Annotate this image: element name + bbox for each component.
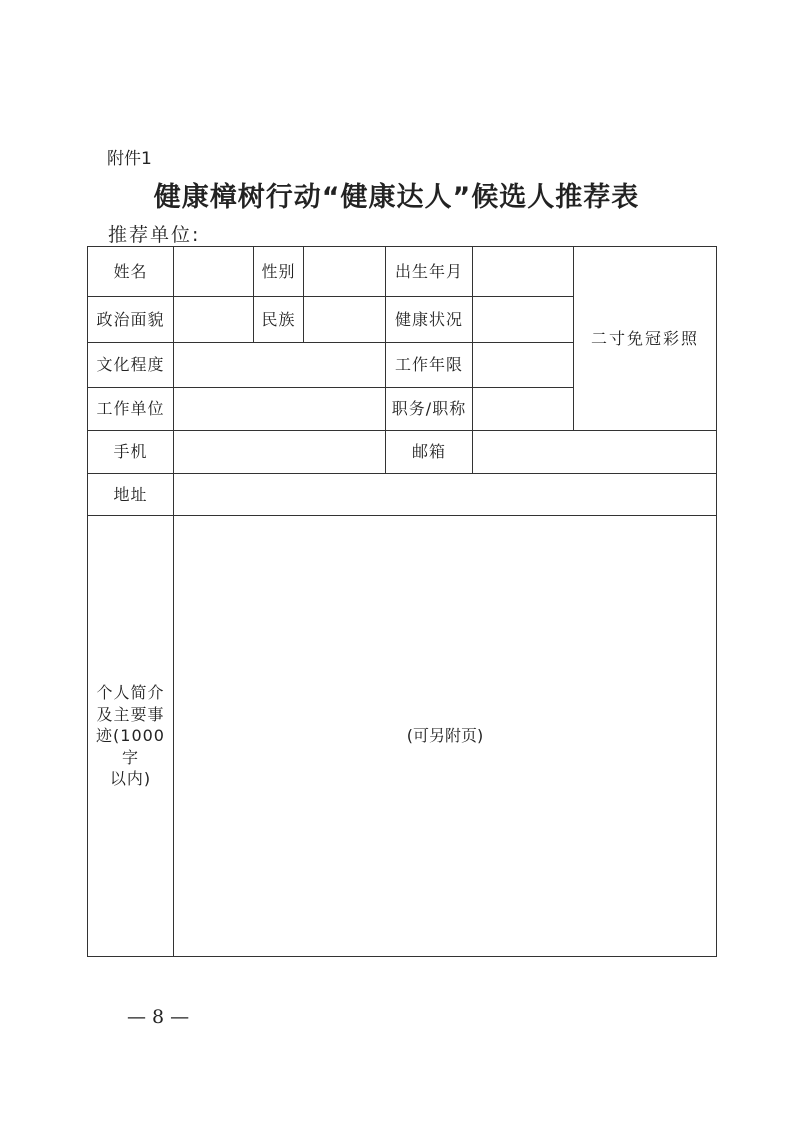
work-years-label: 工作年限: [386, 343, 473, 388]
recommending-unit-label: 推荐单位:: [108, 224, 201, 246]
email-field[interactable]: [473, 431, 717, 474]
gender-label: 性别: [254, 247, 304, 297]
political-label: 政治面貌: [88, 297, 174, 343]
position-label: 职务/职称: [386, 388, 473, 431]
mobile-label: 手机: [88, 431, 174, 474]
health-label: 健康状况: [386, 297, 473, 343]
political-field[interactable]: [174, 297, 254, 343]
education-field[interactable]: [174, 343, 386, 388]
name-field[interactable]: [174, 247, 254, 297]
photo-placeholder[interactable]: 二寸免冠彩照: [574, 247, 717, 431]
ethnicity-field[interactable]: [304, 297, 386, 343]
ethnicity-label: 民族: [254, 297, 304, 343]
position-field[interactable]: [473, 388, 574, 431]
address-field[interactable]: [174, 474, 717, 516]
employer-label: 工作单位: [88, 388, 174, 431]
address-label: 地址: [88, 474, 174, 516]
employer-field[interactable]: [174, 388, 386, 431]
gender-field[interactable]: [304, 247, 386, 297]
health-field[interactable]: [473, 297, 574, 343]
education-label: 文化程度: [88, 343, 174, 388]
email-label: 邮箱: [386, 431, 473, 474]
bio-label: 个人简介 及主要事 迹(1000字 以内): [88, 516, 174, 957]
mobile-field[interactable]: [174, 431, 386, 474]
attachment-label: 附件1: [107, 149, 152, 169]
name-label: 姓名: [88, 247, 174, 297]
birth-label: 出生年月: [386, 247, 473, 297]
bio-field[interactable]: [174, 516, 717, 957]
form-title: 健康樟树行动“健康达人”候选人推荐表: [153, 182, 640, 213]
work-years-field[interactable]: [473, 343, 574, 388]
recommendation-form: [87, 246, 717, 957]
birth-field[interactable]: [473, 247, 574, 297]
bio-placeholder: (可另附页): [406, 726, 484, 746]
page-number: — 8 —: [127, 1006, 190, 1028]
